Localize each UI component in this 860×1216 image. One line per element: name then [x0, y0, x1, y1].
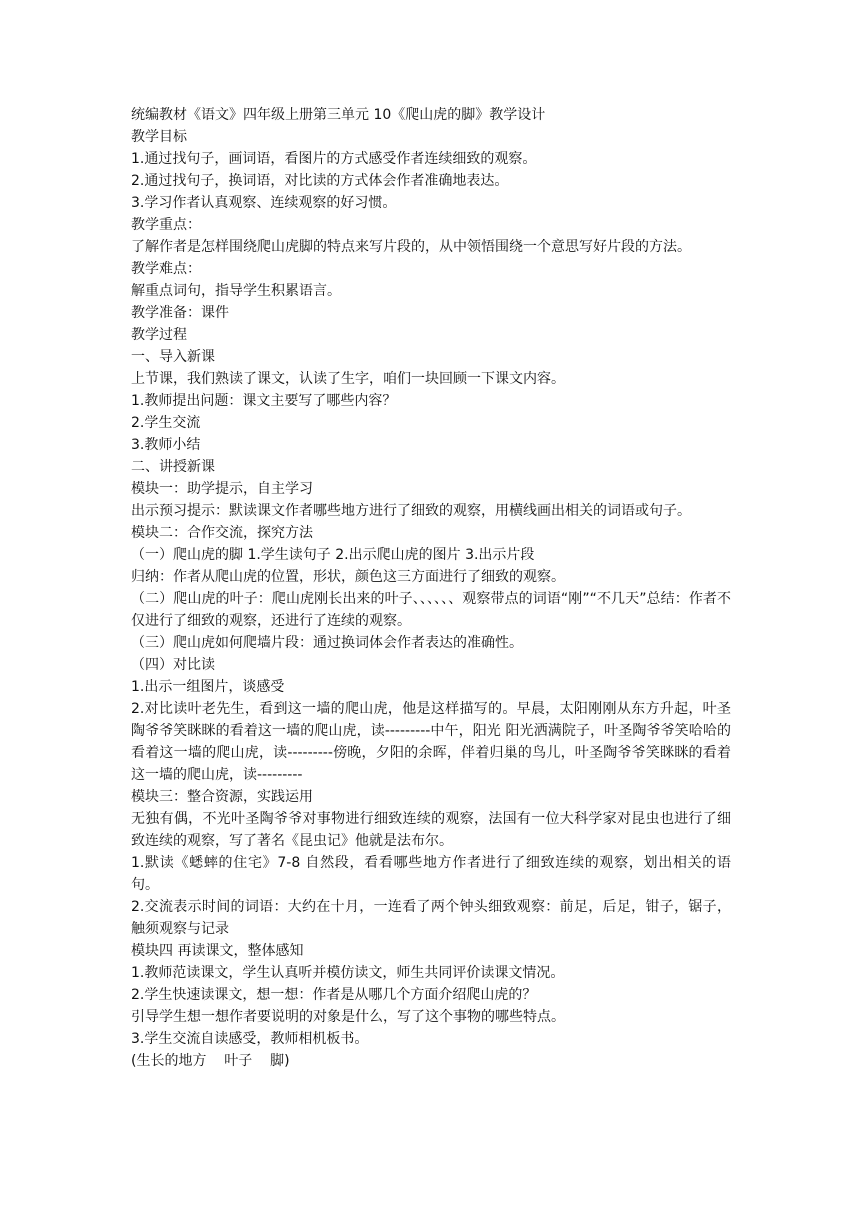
- paragraph: （四）对比读: [131, 657, 215, 673]
- list-item: 2.交流表示时间的词语：大约在十月，一连看了两个钟头细致观察：前足，后足，钳子，锯子，触须观察与记录: [131, 899, 731, 937]
- section-heading-process: 教学过程: [131, 327, 187, 343]
- goal-item: 2.通过找句子，换词语，对比读的方式体会作者准确地表达。: [131, 173, 509, 189]
- paragraph: 无独有偶，不光叶圣陶爷爷对事物进行细致连续的观察，法国有一位大科学家对昆虫也进行了细致连续的观察，写了著名《昆虫记》他就是法布尔。: [131, 811, 731, 849]
- module-heading: 模块一：助学提示，自主学习: [131, 481, 313, 497]
- section-heading-difficulties: 教学难点：: [131, 261, 201, 277]
- paragraph: （二）爬山虎的叶子：爬山虎刚长出来的叶子、、、、、、观察带点的词语“刚”“不几天”总结：作者不仅进行了细致的观察，还进行了连续的观察。: [131, 591, 731, 629]
- module-heading: 模块二：合作交流，探究方法: [131, 525, 313, 541]
- list-item: 2.学生交流: [131, 415, 201, 431]
- goal-item: 3.学习作者认真观察、连续观察的好习惯。: [131, 195, 397, 211]
- paragraph: 归纳：作者从爬山虎的位置，形状，颜色这三方面进行了细致的观察。: [131, 569, 565, 585]
- list-item: 1.默读《蟋蟀的住宅》7-8 自然段，看看哪些地方作者进行了细致连续的观察，划出相关的语句。: [131, 855, 731, 893]
- section-heading-goals: 教学目标: [131, 129, 187, 145]
- list-item: 2.学生快速读课文，想一想：作者是从哪几个方面介绍爬山虎的？: [131, 987, 537, 1003]
- subsection-heading: 二、讲授新课: [131, 459, 215, 475]
- paragraph: 2.对比读叶老先生，看到这一墙的爬山虎，他是这样描写的。早晨，太阳刚刚从东方升起，叶圣陶爷爷笑眯眯的看着这一墙的爬山虎，读---------中午，阳光 阳光洒满院子，叶圣陶爷爷笑哈哈的看着这一墙的爬山虎，读---------傍晚，夕阳的余晖，伴着归巢的鸟儿，叶圣陶爷爷笑眯眯的看着这一墙的爬山虎，读---------: [131, 701, 731, 783]
- board-notes: (生长的地方 叶子 脚): [131, 1053, 290, 1069]
- list-item: 1.教师范读课文，学生认真听并模仿读文，师生共同评价读课文情况。: [131, 965, 565, 981]
- list-item: 1.出示一组图片，谈感受: [131, 679, 285, 695]
- paragraph: 上节课，我们熟读了课文，认读了生字，咱们一块回顾一下课文内容。: [131, 371, 565, 387]
- list-item: 3.学生交流自读感受，教师相机板书。: [131, 1031, 369, 1047]
- paragraph: 出示预习提示：默读课文作者哪些地方进行了细致的观察，用横线画出相关的词语或句子。: [131, 503, 691, 519]
- paragraph: 引导学生想一想作者要说明的对象是什么，写了这个事物的哪些特点。: [131, 1009, 565, 1025]
- document-body: [131, 104, 731, 1072]
- paragraph: （一）爬山虎的脚 1.学生读句子 2.出示爬山虎的图片 3.出示片段: [131, 547, 535, 563]
- section-heading-preparation: 教学准备：课件: [131, 305, 229, 321]
- subsection-heading: 一、导入新课: [131, 349, 215, 365]
- paragraph: 解重点词句，指导学生积累语言。: [131, 283, 341, 299]
- paragraph: 了解作者是怎样围绕爬山虎脚的特点来写片段的，从中领悟围绕一个意思写好片段的方法。: [131, 239, 691, 255]
- document-title: 统编教材《语文》四年级上册第三单元 10《爬山虎的脚》教学设计: [131, 107, 546, 123]
- list-item: 1.教师提出问题：课文主要写了哪些内容？: [131, 393, 397, 409]
- paragraph: （三）爬山虎如何爬墙片段：通过换词体会作者表达的准确性。: [131, 635, 523, 651]
- module-heading: 模块三：整合资源，实践运用: [131, 789, 313, 805]
- section-heading-key-points: 教学重点：: [131, 217, 201, 233]
- goal-item: 1.通过找句子，画词语，看图片的方式感受作者连续细致的观察。: [131, 151, 537, 167]
- list-item: 3.教师小结: [131, 437, 201, 453]
- module-heading: 模块四 再读课文，整体感知: [131, 943, 304, 959]
